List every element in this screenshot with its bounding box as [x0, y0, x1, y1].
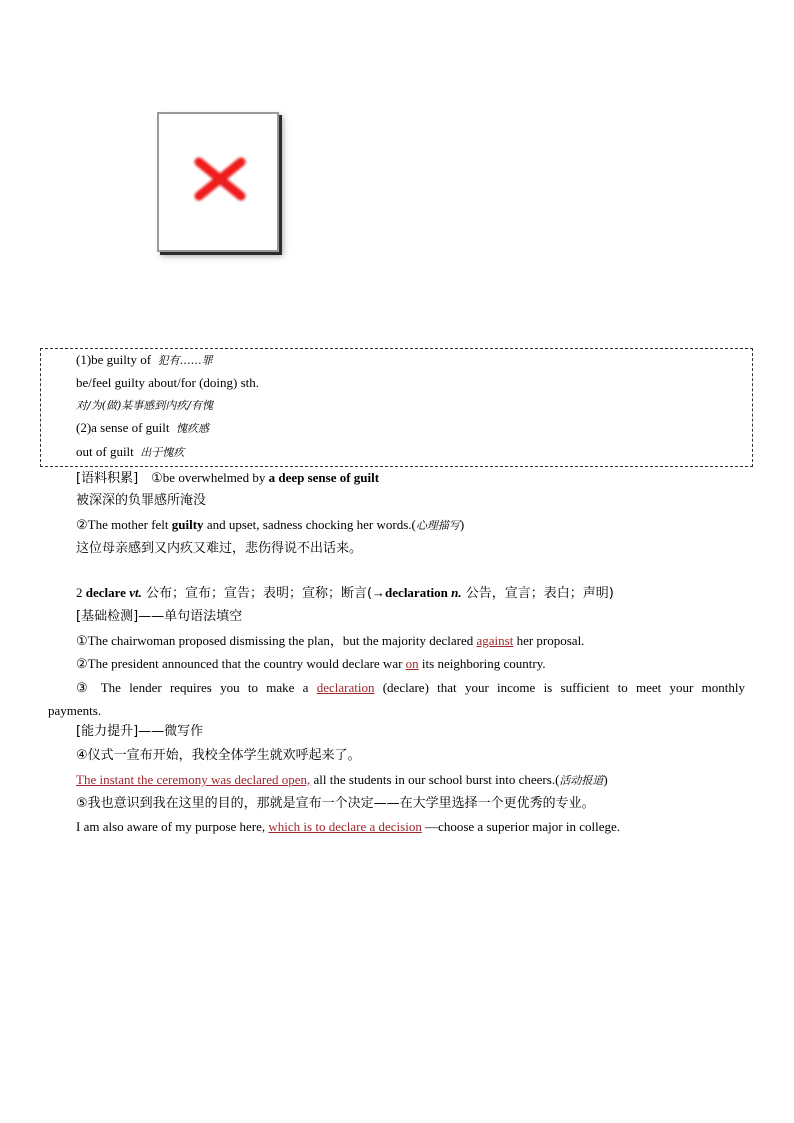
entry-derivative: declaration — [385, 585, 448, 600]
answer: on — [405, 656, 419, 671]
advanced-question-5-cn: ⑤我也意识到我在这里的目的，那就是宣布一个决定——在大学里选择一个更优秀的专业。 — [76, 796, 595, 811]
entry-pos: vt. — [125, 585, 142, 600]
answer-text: ) — [603, 772, 608, 787]
answer-text: all the students in our school burst into cheers.( — [310, 772, 560, 787]
example-text: and upset, sadness chocking her words.( — [203, 517, 416, 532]
corpus-example-2 — [76, 516, 464, 535]
advanced-heading: [能力提升]——微写作 — [76, 724, 204, 739]
basic-question-2 — [76, 655, 546, 673]
box-line-5 — [76, 443, 184, 462]
answer-text: —choose a superior major in college. — [421, 819, 621, 834]
phrase-text: (1)be guilty of — [76, 352, 152, 367]
corpus-example-1 — [76, 469, 379, 488]
question-text: her proposal. — [513, 633, 585, 648]
entry-meaning: 公告，宣言；表白；声明) — [461, 586, 614, 601]
broken-image-placeholder — [157, 112, 279, 252]
example-highlight: a deep sense of guilt — [268, 470, 380, 485]
question-text: (declare) that your income is sufficient to meet your monthly — [374, 680, 745, 695]
advanced-question-4-cn: ④仪式一宣布开始，我校全体学生就欢呼起来了。 — [76, 748, 361, 763]
example-text: ) — [459, 517, 465, 532]
phrase-meaning: 犯有……罪 — [157, 354, 213, 367]
phrase-text: (2)a sense of guilt — [76, 420, 170, 435]
entry-word: declare — [85, 585, 126, 600]
word-entry-declare — [76, 584, 614, 603]
phrase-meaning: 出于愧疚 — [140, 446, 185, 459]
answer: which is to declare a decision — [268, 819, 422, 834]
basic-question-3 — [76, 679, 745, 697]
question-text: ②The president announced that the country would declare war — [76, 656, 406, 671]
red-x-icon — [193, 156, 247, 202]
answer-text: I am also aware of my purpose here, — [76, 819, 269, 834]
answer: against — [476, 633, 514, 648]
box-line-1 — [76, 351, 213, 370]
answer-tag: 活动报道 — [559, 774, 604, 787]
example-text: ①be overwhelmed by — [151, 470, 269, 485]
entry-meaning: 公布；宣布；宣告；表明；宣称；断言( — [141, 586, 373, 601]
basic-question-3-cont: payments. — [48, 703, 102, 718]
box-line-3 — [76, 396, 213, 415]
example-highlight: guilty — [171, 517, 204, 532]
answer: declaration — [316, 680, 375, 695]
phrase-text: be/feel guilty about/for (doing) sth. — [76, 375, 260, 390]
entry-pos: n. — [447, 585, 462, 600]
example-tag: 心理描写 — [415, 519, 460, 532]
entry-number: 2 — [76, 585, 86, 600]
corpus-example-2-cn: 这位母亲感到又内疚又难过，悲伤得说不出话来。 — [76, 541, 363, 556]
answer: The instant the ceremony was declared open, — [76, 772, 311, 787]
question-text: its neighboring country. — [418, 656, 546, 671]
phrase-meaning: 对/为(做)某事感到内疚/有愧 — [76, 399, 213, 412]
advanced-answer-4 — [76, 771, 608, 790]
section-heading: [语料积累] — [76, 471, 139, 486]
corpus-example-1-cn: 被深深的负罪感所淹没 — [76, 493, 207, 508]
phrase-meaning: 愧疚感 — [176, 422, 210, 435]
question-text: ①The chairwoman proposed dismissing the plan，but the majority declared — [76, 633, 477, 648]
phrase-text: out of guilt — [76, 444, 134, 459]
box-line-2 — [76, 374, 259, 392]
box-line-4 — [76, 419, 209, 438]
question-text: ③ The lender requires you to make a — [76, 680, 317, 695]
basic-question-1 — [76, 632, 584, 650]
basic-heading: [基础检测]——单句语法填空 — [76, 609, 243, 624]
arrow-icon: → — [372, 585, 386, 600]
advanced-answer-5 — [76, 818, 620, 836]
example-text: ②The mother felt — [76, 517, 172, 532]
